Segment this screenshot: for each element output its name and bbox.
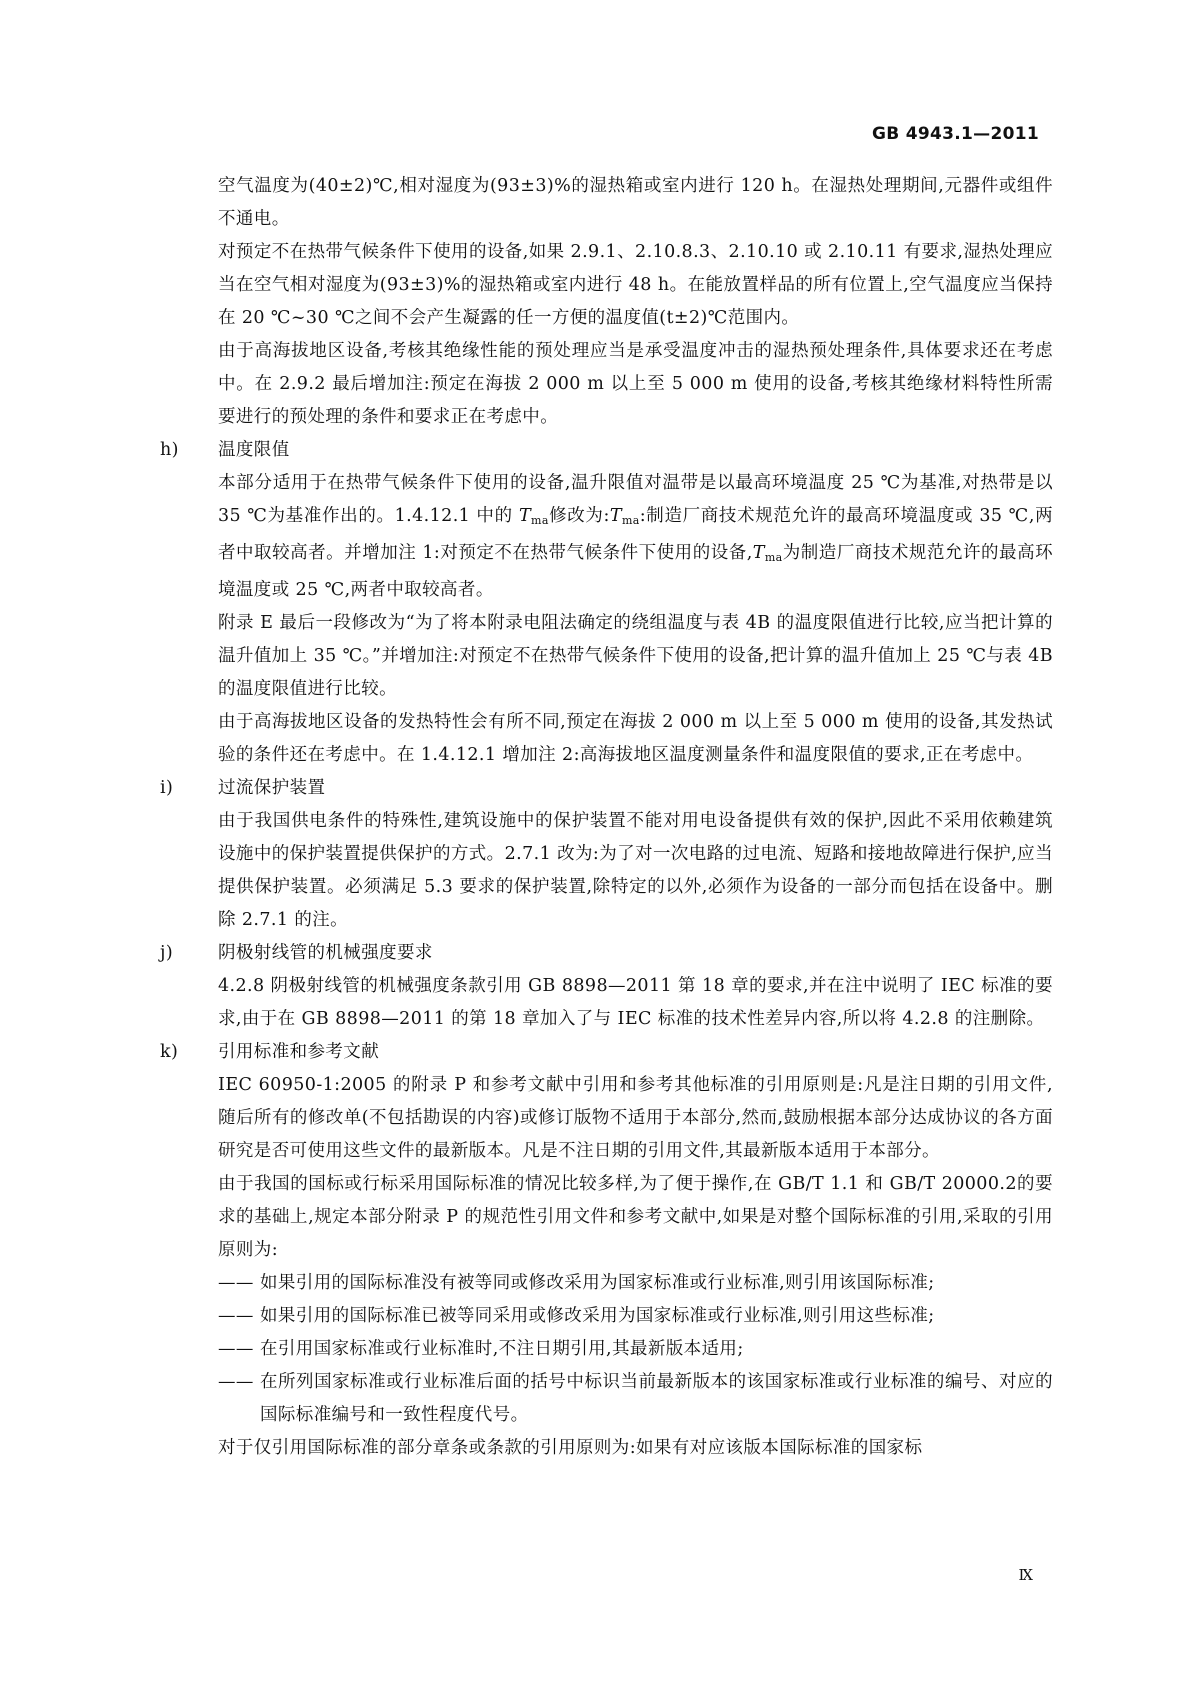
dash-text: 在引用国家标准或行业标准时,不注日期引用,其最新版本适用; [260, 1339, 744, 1359]
item-label: h) [160, 440, 179, 460]
text-run: 为制造厂商技术规范允许的最高环境温度或 25 ℃,两者中取较高者。 [218, 543, 1053, 600]
dash-list-item [160, 1267, 1053, 1300]
paragraph: 4.2.8 阴极射线管的机械强度条款引用 GB 8898—2011 第 18 章的要求,并在注中说明了 IEC 标准的要求,由于在 GB 8898—2011 的第 18 章加入了与 IEC 标准的技术性差异内容,所以将 4.2.8 的注删除。 [218, 976, 1053, 1029]
text-run: 本部分适用于在热带气候条件下使用的设备,温升限值对温带是以最高环境温度 25 ℃为基准,对热带是以 35 ℃为基准作出的。1.4.12.1 中的 [218, 473, 1053, 526]
paragraph: 由于我国的国标或行标采用国际标准的情况比较多样,为了便于操作,在 GB/T 1.1 和 GB/T 20000.2的要求的基础上,规定本部分附录 P 的规范性引用文件和参考文献中,如果是对整个国际标准的引用,采取的引用原则为: [218, 1174, 1053, 1260]
text-run: :制造厂商技术规范允许的最高环境温度或 35 ℃,两者中取较高者。并增加注 1:对预定不在热带气候条件下使用的设备, [218, 506, 1054, 563]
paragraph: 对于仅引用国际标准的部分章条或条款的引用原则为:如果有对应该版本国际标准的国家标 [218, 1438, 923, 1458]
symbol-t: T [609, 506, 622, 526]
paragraph: 空气温度为(40±2)℃,相对湿度为(93±3)%的湿热箱或室内进行 120 h。在湿热处理期间,元器件或组件不通电。 [218, 176, 1053, 229]
list-item-i [160, 772, 1053, 805]
document-number: GB 4943.1—2011 [872, 124, 1039, 144]
dash-list-item [160, 1366, 1053, 1432]
paragraph: 由于我国供电条件的特殊性,建筑设施中的保护装置不能对用电设备提供有效的保护,因此不采用依赖建筑设施中的保护装置提供保护的方式。2.7.1 改为:为了对一次电路的过电流、短路和接地故障进行保护,应当提供保护装置。必须满足 5.3 要求的保护装置,除特定的以外,必须作为设备的一部分而包括在设备中。删除 2.7.1 的注。 [218, 811, 1053, 930]
symbol-subscript: ma [531, 514, 549, 527]
item-title: 阴极射线管的机械强度要求 [218, 943, 433, 963]
item-title: 引用标准和参考文献 [218, 1042, 380, 1062]
dash-list-item [160, 1300, 1053, 1333]
dash-marker: —— [218, 1339, 254, 1359]
page-number: Ⅸ [1018, 1566, 1033, 1584]
dash-text: 如果引用的国际标准已被等同采用或修改采用为国家标准或行业标准,则引用这些标准; [260, 1306, 935, 1326]
item-label: i) [160, 778, 174, 798]
dash-marker: —— [218, 1273, 254, 1293]
symbol-subscript: ma [621, 514, 640, 527]
list-item-k [160, 1036, 1053, 1069]
symbol-t: T [518, 506, 532, 526]
paragraph: 对预定不在热带气候条件下使用的设备,如果 2.9.1、2.10.8.3、2.10.10 或 2.10.11 有要求,湿热处理应当在空气相对湿度为(93±3)%的湿热箱或室内进行 48 h。在能放置样品的所有位置上,空气温度应当保持在 20 ℃~30 ℃之间不会产生凝露的任一方便的温度值(t±2)℃范围内。 [218, 242, 1053, 328]
paragraph: 由于高海拔地区设备,考核其绝缘性能的预处理应当是承受温度冲击的湿热预处理条件,具体要求还在考虑中。在 2.9.2 最后增加注:预定在海拔 2 000 m 以上至 5 000 m 使用的设备,考核其绝缘材料特性所需要进行的预处理的条件和要求正在考虑中。 [218, 341, 1053, 427]
dash-text: 在所列国家标准或行业标准后面的括号中标识当前最新版本的该国家标准或行业标准的编号、对应的国际标准编号和一致性程度代号。 [260, 1372, 1053, 1425]
item-title: 温度限值 [218, 440, 290, 460]
paragraph: 附录 E 最后一段修改为“为了将本附录电阻法确定的绕组温度与表 4B 的温度限值进行比较,应当把计算的温升值加上 35 ℃。”并增加注:对预定不在热带气候条件下使用的设备,把计算的温升值加上 25 ℃与表 4B 的温度限值进行比较。 [218, 613, 1053, 699]
item-title: 过流保护装置 [218, 778, 326, 798]
paragraph [160, 467, 1053, 607]
paragraph: 由于高海拔地区设备的发热特性会有所不同,预定在海拔 2 000 m 以上至 5 000 m 使用的设备,其发热试验的条件还在考虑中。在 1.4.12.1 增加注 2:高海拔地区温度测量条件和温度限值的要求,正在考虑中。 [218, 712, 1053, 765]
text-run: 修改为: [548, 506, 610, 526]
list-item-j [160, 937, 1053, 970]
symbol-t: T [752, 543, 765, 563]
paragraph: IEC 60950-1:2005 的附录 P 和参考文献中引用和参考其他标准的引用原则是:凡是注日期的引用文件,随后所有的修改单(不包括勘误的内容)或修订版物不适用于本部分,然而,鼓励根据本部分达成协议的各方面研究是否可使用这些文件的最新版本。凡是不注日期的引用文件,其最新版本适用于本部分。 [218, 1075, 1053, 1161]
dash-text: 如果引用的国际标准没有被等同或修改采用为国家标准或行业标准,则引用该国际标准; [260, 1273, 935, 1293]
symbol-subscript: ma [764, 551, 783, 564]
item-label: k) [160, 1042, 179, 1062]
list-item-h [160, 434, 1053, 467]
page-content [160, 170, 1053, 1465]
item-label: j) [160, 943, 174, 963]
dash-list-item [160, 1333, 1053, 1366]
dash-marker: —— [218, 1372, 254, 1392]
dash-marker: —— [218, 1306, 254, 1326]
